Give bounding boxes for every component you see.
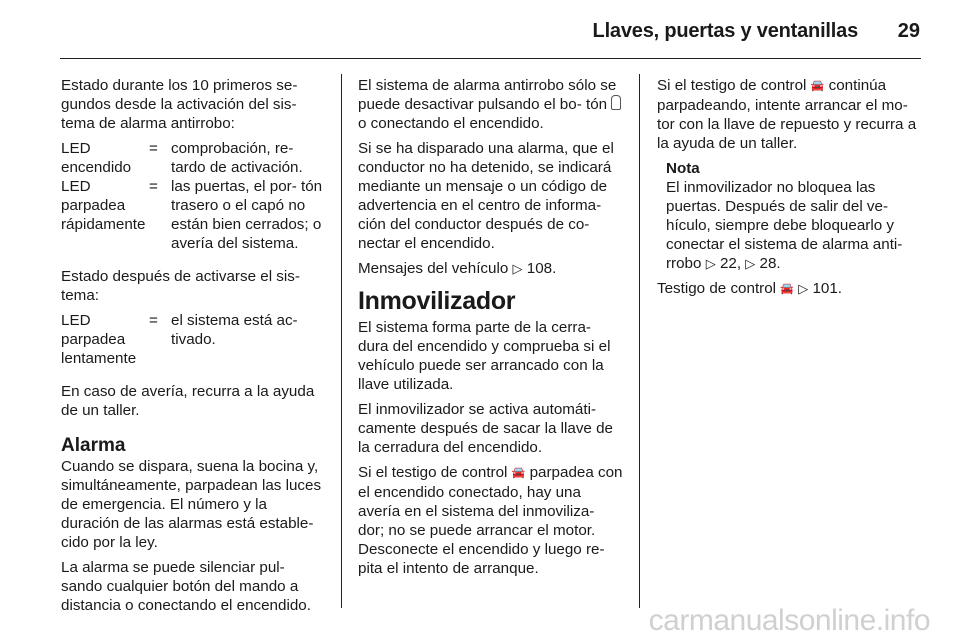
- page-reference[interactable]: 22,: [719, 255, 742, 272]
- definition-row: [61, 177, 327, 253]
- column-3: [657, 76, 923, 305]
- paragraph-immobilizer-fault: [358, 463, 624, 578]
- paragraph-vehicle-messages: [358, 259, 624, 278]
- page-number: 29: [897, 20, 920, 42]
- note-box: [657, 159, 923, 273]
- text-segment: o conectando el encendido.: [358, 115, 544, 132]
- column-2: [358, 76, 624, 584]
- paragraph-status-first-seconds: Estado durante los 10 primeros se- gundos desde la activación del sis- tema de alarma antirrobo:: [61, 77, 298, 132]
- paragraph-immobilizer-system: El sistema forma parte de la cerra- dura del encendido y comprueba si el vehículo puede ser arrancado con la llave utilizada.: [358, 319, 611, 393]
- header-divider: [60, 58, 921, 59]
- definition-term: LED parpadea rápidamente: [61, 178, 146, 233]
- text-segment: Si el testigo de control: [358, 464, 508, 481]
- paragraph-status-after: Estado después de activarse el sis- tema:: [61, 268, 300, 304]
- text-segment: Testigo de control: [657, 280, 777, 297]
- text-segment: parpadea con el encendido conectado, hay una avería en el sistema del inmoviliza- dor; no se puede arrancar el motor. Desconecte el encendido y luego re- pita el intento de arranque.: [358, 464, 623, 577]
- definition-desc: comprobación, re- tardo de activación.: [171, 140, 303, 176]
- definition-equals: =: [149, 140, 158, 157]
- page-reference[interactable]: 101.: [812, 280, 843, 297]
- column-divider-1: [341, 74, 342, 608]
- definition-equals: =: [149, 178, 158, 195]
- text-segment: Si el testigo de control: [657, 77, 807, 94]
- definition-list-2: [61, 311, 327, 368]
- definition-equals: =: [149, 312, 158, 329]
- paragraph-alarm-silence: La alarma se puede silenciar pul- sando cualquier botón del mando a distancia o conectando el encendido.: [61, 559, 311, 614]
- cross-reference-icon[interactable]: ▷: [745, 256, 756, 271]
- page-reference[interactable]: 108.: [526, 260, 557, 277]
- column-1: [61, 76, 327, 621]
- cross-reference-icon[interactable]: ▷: [705, 256, 716, 271]
- cross-reference-icon[interactable]: ▷: [512, 261, 523, 276]
- paragraph-warning-light: [657, 279, 923, 299]
- paragraph-deactivate: [358, 76, 624, 133]
- watermark: carmanualsonline.info: [648, 604, 930, 637]
- paragraph-alarm-trigger: Cuando se dispara, suena la bocina y, simultáneamente, parpadean las luces de emergencia. El número y la duración de las alarmas está estable- cido por la ley.: [61, 458, 322, 551]
- paragraph-fault: En caso de avería, recurra a la ayuda de un taller.: [61, 383, 315, 419]
- note-text: [666, 178, 923, 273]
- page-header-title: Llaves, puertas y ventanillas: [592, 20, 858, 42]
- cross-reference-icon[interactable]: ▷: [798, 281, 809, 296]
- heading-alarma: Alarma: [61, 435, 126, 456]
- paragraph-spare-key: [657, 76, 923, 153]
- text-segment: El inmovilizador no bloquea las puertas. Después de salir del ve- hículo, siempre debe bloquearlo y conectar el sistema de alarma anti- rrobo: [666, 179, 903, 272]
- definition-term: LED parpadea lentamente: [61, 312, 137, 367]
- car-lock-icon: 🚘: [810, 80, 825, 92]
- key-button-icon: [611, 95, 621, 110]
- definition-row: [61, 139, 327, 177]
- text-segment: Mensajes del vehículo: [358, 260, 509, 277]
- paragraph-alarm-message: Si se ha disparado una alarma, que el conductor no ha detenido, se indicará mediante un mensaje o un código de advertencia en el centro de informa- ción del conductor después de co- nectar el encendido.: [358, 140, 614, 252]
- paragraph-immobilizer-activation: El inmovilizador se activa automáti- camente después de sacar la llave de la cerradura del encendido.: [358, 401, 613, 456]
- definition-desc: el sistema está ac- tivado.: [171, 312, 298, 348]
- definition-row: [61, 311, 327, 368]
- note-title: Nota: [666, 160, 700, 177]
- car-lock-icon: 🚘: [780, 283, 794, 295]
- definition-term: LED encendido: [61, 140, 132, 176]
- definition-desc: las puertas, el por- tón trasero o el capó no están bien cerrados; o avería del sistema.: [171, 178, 323, 252]
- column-divider-2: [639, 74, 640, 608]
- car-lock-icon: 🚘: [511, 467, 526, 479]
- page-reference[interactable]: 28.: [759, 255, 781, 272]
- text-segment: continúa parpadeando, intente arrancar el mo- tor con la llave de repuesto y recurra a la ayuda de un taller.: [657, 77, 917, 152]
- text-segment: El sistema de alarma antirrobo sólo se puede desactivar pulsando el bo- tón: [358, 77, 617, 113]
- heading-inmovilizador: Inmovilizador: [358, 287, 516, 315]
- definition-list-1: [61, 139, 327, 253]
